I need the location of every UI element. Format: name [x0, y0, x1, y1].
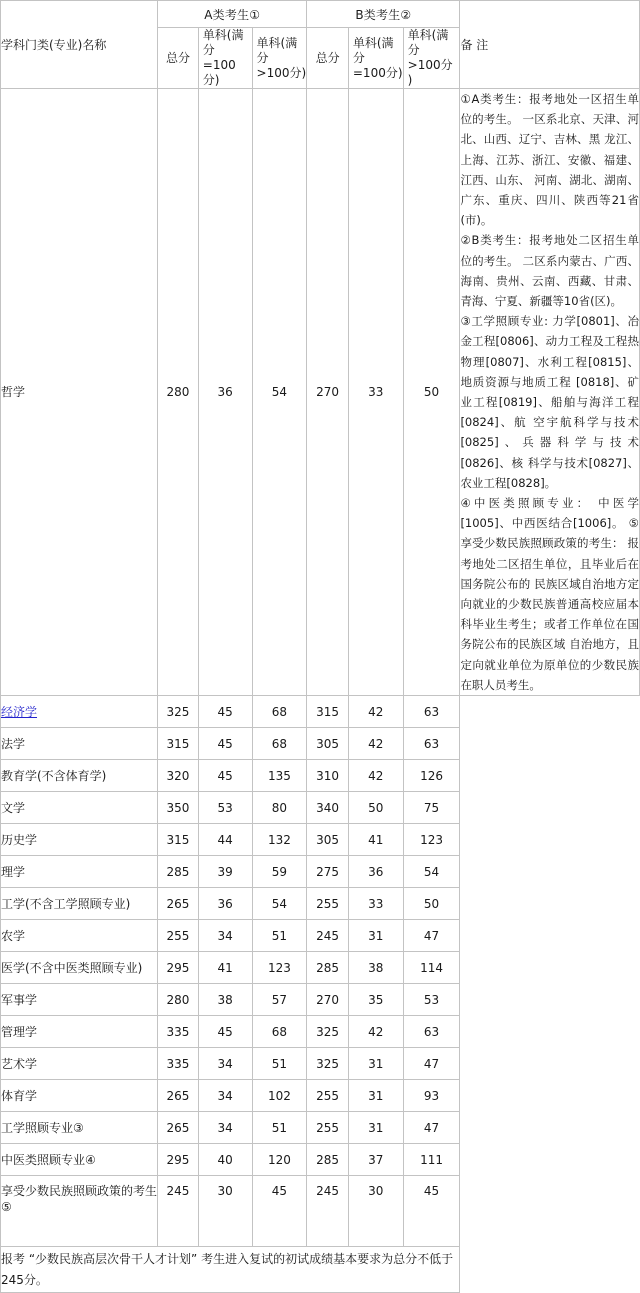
table-row [1, 89, 640, 696]
subject-label: 历史学 [1, 832, 38, 847]
score-b-total: 275 [307, 856, 349, 888]
score-b-total: 255 [307, 888, 349, 920]
score-a-sub-eq100: 30 [198, 1176, 252, 1247]
subject-label: 中医类照顾专业④ [1, 1152, 96, 1167]
header-a-single-gt100-line2: >100分) [256, 65, 307, 80]
score-a-sub-eq100: 34 [198, 1048, 252, 1080]
score-a-sub-gt100: 57 [252, 984, 307, 1016]
score-b-total: 325 [307, 1016, 349, 1048]
score-b-sub-gt100: 53 [403, 984, 460, 1016]
header-b-single-gt100-line1: 单科(满分 [407, 28, 449, 57]
subject-name [1, 856, 158, 888]
score-b-sub-eq100: 30 [348, 1176, 403, 1247]
subject-name [1, 89, 158, 696]
score-a-total: 315 [158, 728, 199, 760]
score-a-sub-eq100: 53 [198, 792, 252, 824]
remarks-cell [460, 89, 640, 696]
header-b-single-eq100-line1: 单科(满分 [352, 35, 394, 65]
table-row [1, 856, 640, 888]
score-a-sub-gt100: 68 [252, 1016, 307, 1048]
subject-label: 军事学 [1, 992, 38, 1007]
subject-name [1, 824, 158, 856]
subject-name [1, 792, 158, 824]
score-a-sub-eq100: 38 [198, 984, 252, 1016]
subject-name [1, 1048, 158, 1080]
score-b-sub-gt100: 47 [403, 1048, 460, 1080]
score-b-sub-eq100: 36 [348, 856, 403, 888]
header-subject-name: 学科门类(专业)名称 [1, 1, 158, 89]
score-a-sub-eq100: 39 [198, 856, 252, 888]
subject-label: 哲学 [1, 385, 26, 400]
score-a-sub-gt100: 123 [252, 952, 307, 984]
subject-label: 医学(不含中医类照顾专业) [1, 960, 143, 975]
subject-name [1, 728, 158, 760]
score-b-total: 255 [307, 1112, 349, 1144]
score-b-sub-gt100: 63 [403, 728, 460, 760]
remark-note-1: ①A类考生：报考地处一区招生单位的考生。 一区系北京、天津、河北、山西、辽宁、吉林、黑 龙江、上海、江苏、浙江、安徽、福建、江西、山东、 河南、湖北、湖南、广东、重庆、四川、陕西等21省(市)。 [460, 92, 639, 228]
table-row [1, 1112, 640, 1144]
subject-label: 理学 [1, 864, 26, 879]
score-a-total: 280 [158, 89, 199, 696]
subject-label: 艺术学 [1, 1056, 38, 1071]
score-a-sub-gt100: 102 [252, 1080, 307, 1112]
score-b-total: 305 [307, 824, 349, 856]
score-b-sub-gt100: 93 [403, 1080, 460, 1112]
score-a-total: 265 [158, 888, 199, 920]
table-row [1, 920, 640, 952]
table-row [1, 1176, 640, 1247]
header-a-single-gt100-line1: 单科(满分 [256, 35, 298, 65]
score-a-sub-eq100: 40 [198, 1144, 252, 1176]
table-row [1, 1080, 640, 1112]
subject-label: 法学 [1, 736, 26, 751]
score-a-sub-eq100: 34 [198, 920, 252, 952]
subject-label[interactable]: 经济学 [1, 704, 38, 719]
subject-label: 工学(不含工学照顾专业) [1, 896, 131, 911]
subject-label: 体育学 [1, 1088, 38, 1103]
score-a-sub-eq100: 45 [198, 1016, 252, 1048]
subject-name [1, 888, 158, 920]
score-a-total: 245 [158, 1176, 199, 1247]
score-a-total: 335 [158, 1016, 199, 1048]
score-a-sub-gt100: 54 [252, 89, 307, 696]
subject-label: 享受少数民族照顾政策的考生⑤ [1, 1184, 158, 1215]
score-a-sub-gt100: 68 [252, 696, 307, 728]
subject-name [1, 920, 158, 952]
score-a-total: 265 [158, 1112, 199, 1144]
score-b-sub-gt100: 50 [403, 888, 460, 920]
score-a-total: 255 [158, 920, 199, 952]
score-b-sub-eq100: 33 [348, 89, 403, 696]
header-a-single-eq100-line1: 单科(满分 [202, 28, 244, 57]
score-a-sub-gt100: 135 [252, 760, 307, 792]
score-b-total: 310 [307, 760, 349, 792]
score-b-sub-eq100: 42 [348, 760, 403, 792]
header-a-total: 总分 [158, 28, 199, 89]
header-a-single-gt100 [252, 28, 307, 89]
header-group-b: B类考生② [307, 1, 460, 28]
score-b-total: 285 [307, 952, 349, 984]
score-a-sub-eq100: 45 [198, 696, 252, 728]
header-b-single-eq100 [348, 28, 403, 89]
score-b-sub-gt100: 50 [403, 89, 460, 696]
table-row [1, 1016, 640, 1048]
header-group-a: A类考生① [158, 1, 307, 28]
score-a-sub-gt100: 51 [252, 1048, 307, 1080]
score-b-total: 255 [307, 1080, 349, 1112]
footer-note: 报考 “少数民族高层次骨干人才计划” 考生进入复试的初试成绩基本要求为总分不低于245分。 [1, 1247, 460, 1293]
score-b-total: 305 [307, 728, 349, 760]
remark-note-4: ④中医类照顾专业： 中医学[1005]、中西医结合[1006]。 ⑤享受少数民族照顾政策的考生： 报考地处二区招生单位，且毕业后在国务院公布的 民族区域自治地方定向就业的少数民族普通高校应届本 科毕业生考生；或者工作单位在国务院公布的民族区域 自治地方，且定向就业单位为原单位的少数民族在职人员考生。 [460, 496, 639, 692]
subject-name [1, 760, 158, 792]
score-b-sub-gt100: 123 [403, 824, 460, 856]
score-a-sub-gt100: 80 [252, 792, 307, 824]
score-b-sub-eq100: 31 [348, 1048, 403, 1080]
score-b-sub-eq100: 31 [348, 920, 403, 952]
score-a-total: 285 [158, 856, 199, 888]
score-a-total: 295 [158, 1144, 199, 1176]
score-b-total: 270 [307, 984, 349, 1016]
subject-label: 工学照顾专业③ [1, 1120, 84, 1135]
table-row [1, 1048, 640, 1080]
subject-name [1, 1016, 158, 1048]
subject-label: 农学 [1, 928, 26, 943]
score-a-sub-eq100: 41 [198, 952, 252, 984]
score-b-sub-gt100: 47 [403, 1112, 460, 1144]
score-a-sub-gt100: 120 [252, 1144, 307, 1176]
score-b-total: 285 [307, 1144, 349, 1176]
score-b-total: 315 [307, 696, 349, 728]
score-a-total: 325 [158, 696, 199, 728]
header-b-total: 总分 [307, 28, 349, 89]
table-row [1, 952, 640, 984]
subject-label: 教育学(不含体育学) [1, 768, 107, 783]
score-a-sub-gt100: 132 [252, 824, 307, 856]
score-a-sub-gt100: 54 [252, 888, 307, 920]
score-b-sub-gt100: 54 [403, 856, 460, 888]
score-a-total: 350 [158, 792, 199, 824]
score-b-sub-eq100: 41 [348, 824, 403, 856]
score-a-sub-eq100: 45 [198, 728, 252, 760]
score-b-sub-gt100: 114 [403, 952, 460, 984]
score-b-total: 270 [307, 89, 349, 696]
score-b-sub-eq100: 42 [348, 1016, 403, 1048]
header-b-single-gt100-line2: >100分 ) [407, 58, 453, 87]
score-b-total: 245 [307, 1176, 349, 1247]
table-row [1, 760, 640, 792]
score-b-sub-eq100: 50 [348, 792, 403, 824]
subject-name [1, 952, 158, 984]
score-a-sub-gt100: 59 [252, 856, 307, 888]
remark-note-2: ②B类考生：报考地处二区招生单位的考生。 二区系内蒙古、广西、海南、贵州、云南、西藏、甘肃、青海、宁夏、新疆等10省(区)。 [460, 233, 639, 309]
score-a-total: 320 [158, 760, 199, 792]
header-remarks: 备 注 [460, 1, 640, 89]
header-a-single-eq100-line2: =100分) [202, 58, 236, 87]
score-a-sub-gt100: 45 [252, 1176, 307, 1247]
score-a-sub-gt100: 51 [252, 1112, 307, 1144]
score-b-sub-gt100: 63 [403, 696, 460, 728]
score-a-sub-eq100: 45 [198, 760, 252, 792]
score-b-sub-eq100: 31 [348, 1112, 403, 1144]
table-row [1, 984, 640, 1016]
score-b-sub-gt100: 111 [403, 1144, 460, 1176]
score-a-total: 265 [158, 1080, 199, 1112]
score-a-total: 295 [158, 952, 199, 984]
subject-name [1, 1144, 158, 1176]
score-b-sub-eq100: 37 [348, 1144, 403, 1176]
score-b-sub-gt100: 45 [403, 1176, 460, 1247]
score-a-sub-eq100: 36 [198, 888, 252, 920]
score-b-sub-eq100: 38 [348, 952, 403, 984]
footer-note-row [1, 1247, 640, 1293]
header-a-single-eq100 [198, 28, 252, 89]
subject-label: 管理学 [1, 1024, 38, 1039]
remark-note-3: ③工学照顾专业: 力学[0801]、冶金工程[0806]、动力工程及工程热物理[0807]、水利工程[0815]、地质资源与地质工程 [0818]、矿业工程[0819]、船舶与海洋工程[0824]、航 空宇航科学与技术[0825]、兵器科学与技术[0826]、核 科学与技术[0827]、农业工程[0828]。 [460, 314, 639, 490]
subject-label: 文学 [1, 800, 26, 815]
score-a-total: 335 [158, 1048, 199, 1080]
score-b-sub-gt100: 126 [403, 760, 460, 792]
score-a-sub-eq100: 44 [198, 824, 252, 856]
header-b-single-eq100-line2: =100分) [352, 65, 403, 80]
score-a-sub-eq100: 36 [198, 89, 252, 696]
score-a-sub-eq100: 34 [198, 1112, 252, 1144]
table-row [1, 824, 640, 856]
table-header-group-row [1, 1, 640, 28]
table-row [1, 792, 640, 824]
score-b-sub-gt100: 63 [403, 1016, 460, 1048]
subject-name [1, 1080, 158, 1112]
score-b-total: 245 [307, 920, 349, 952]
score-b-total: 325 [307, 1048, 349, 1080]
table-row [1, 1144, 640, 1176]
score-a-sub-gt100: 68 [252, 728, 307, 760]
subject-name [1, 1112, 158, 1144]
score-b-sub-gt100: 47 [403, 920, 460, 952]
score-b-sub-eq100: 31 [348, 1080, 403, 1112]
score-b-sub-eq100: 42 [348, 696, 403, 728]
header-b-single-gt100 [403, 28, 460, 89]
score-a-sub-gt100: 51 [252, 920, 307, 952]
subject-name [1, 1176, 158, 1247]
score-b-sub-eq100: 35 [348, 984, 403, 1016]
score-a-total: 315 [158, 824, 199, 856]
subject-name [1, 984, 158, 1016]
table-row [1, 728, 640, 760]
score-a-total: 280 [158, 984, 199, 1016]
table-row [1, 888, 640, 920]
score-b-sub-eq100: 33 [348, 888, 403, 920]
score-b-sub-gt100: 75 [403, 792, 460, 824]
score-a-sub-eq100: 34 [198, 1080, 252, 1112]
score-b-total: 340 [307, 792, 349, 824]
score-b-sub-eq100: 42 [348, 728, 403, 760]
